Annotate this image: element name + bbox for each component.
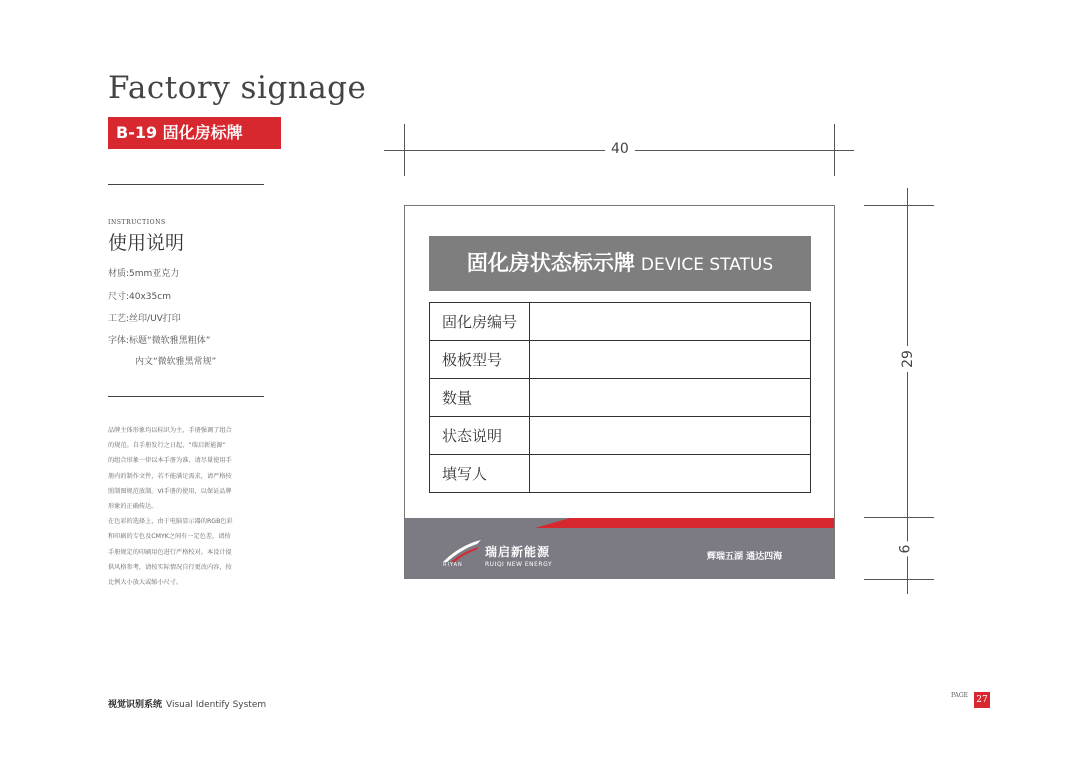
paragraph-line: 比例大小放大或缩小尺寸。 (108, 579, 183, 587)
footer-system-zh: 视觉识别系统 (108, 700, 163, 710)
sign-header-subtitle: DEVICE STATUS (640, 255, 774, 275)
row-label: 固化房编号 (430, 303, 530, 341)
paragraph-line: 的组合形象一律以本手册为准，请尽量使用手 (108, 457, 232, 465)
brand-slogan: 辉瑞五湖 通达四海 (707, 552, 783, 562)
brand-name-en: RUIQI NEW ENERGY (485, 561, 553, 568)
table-row (430, 303, 811, 341)
footer-height-dimension-label: 6 (897, 542, 913, 557)
divider-top (108, 184, 264, 185)
brand-logo-icon (441, 538, 483, 564)
table-row (430, 455, 811, 493)
row-label: 填写人 (430, 455, 530, 493)
paragraph-line: 在色彩的选择上，由于电脑显示器的RGB色彩 (108, 518, 233, 526)
page-title: Factory signage (108, 70, 367, 106)
width-dimension-label: 40 (605, 141, 635, 157)
height-dimension-label: 29 (900, 346, 916, 372)
brand-mark-text: RIYAN (443, 562, 463, 568)
paragraph-line: 的规范。自手册发行之日起，“瑞启新能源” (108, 442, 226, 450)
width-dimension-tick-right (834, 124, 835, 176)
row-label: 状态说明 (430, 417, 530, 455)
sign-header-title: 固化房状态标示牌 (466, 251, 635, 275)
row-value-cell (530, 379, 811, 417)
row-value-cell (530, 341, 811, 379)
spec-material: 材质:5mm亚克力 (108, 269, 180, 279)
paragraph-line: 照制图规范放制。VI手册的使用，以保证品牌 (108, 487, 232, 495)
spec-font-title: 字体:标题“微软雅黑粗体” (108, 336, 211, 346)
height-dimension-line (907, 188, 908, 594)
width-dimension-tick-left (404, 124, 405, 176)
row-value-cell (530, 303, 811, 341)
sign-header (429, 236, 811, 291)
row-value-cell (530, 417, 811, 455)
instructions-label-en: INSTRUCTIONS (108, 219, 166, 226)
paragraph-line: 手册规定的印刷用色进行严格校对。本设计提 (108, 548, 232, 556)
paragraph-line: 和印刷的专色及CMYK之间有一定色差，请按 (108, 533, 231, 541)
page-label: PAGE (951, 692, 968, 699)
table-row (430, 379, 811, 417)
spec-process: 工艺:丝印/UV打印 (108, 314, 181, 324)
divider-bottom (108, 396, 264, 397)
paragraph-line: 供风格参考，请按实际情况自行更改内容，按 (108, 563, 232, 571)
spec-size: 尺寸:40x35cm (108, 292, 171, 302)
footer-system-label (108, 697, 266, 710)
row-label: 数量 (430, 379, 530, 417)
brand-name (485, 543, 552, 568)
page-number: 27 (974, 692, 990, 708)
row-value-cell (530, 455, 811, 493)
red-accent-stripe (405, 518, 834, 528)
footer-system-en: Visual Identify System (166, 700, 267, 710)
status-table (429, 302, 811, 493)
table-row (430, 341, 811, 379)
spec-font-body: 内文“微软雅黑常规” (135, 357, 217, 367)
instructions-paragraph (108, 423, 268, 590)
instructions-heading: 使用说明 (108, 232, 185, 254)
row-label: 极板型号 (430, 341, 530, 379)
section-code-banner: B-19 固化房标牌 (108, 117, 281, 149)
height-dimension-tick-top (864, 205, 934, 206)
height-dimension-tick-mid (864, 517, 934, 518)
brand-name-zh: 瑞启新能源 (485, 545, 551, 559)
paragraph-line: 品牌主体形象均以标识为主，手册强调了组合 (108, 427, 232, 434)
height-dimension-tick-bottom (864, 579, 934, 580)
table-row (430, 417, 811, 455)
paragraph-line: 形象的正确传达。 (108, 503, 158, 511)
signage-board (404, 205, 835, 579)
paragraph-line: 册内的制作文件，若不能满足需求，请严格按 (108, 472, 232, 480)
